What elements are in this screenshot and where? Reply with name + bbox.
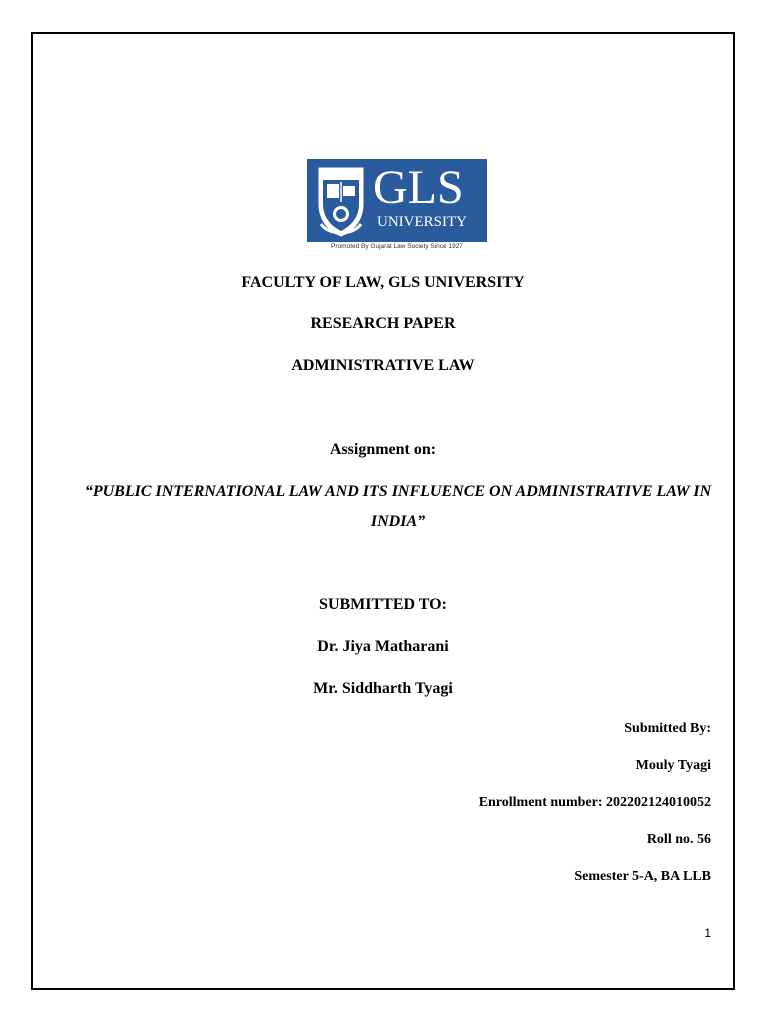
- enrollment-number: Enrollment number: 202202124010052: [478, 795, 711, 810]
- submitted-to-name-1: Dr. Jiya Matharani: [317, 638, 449, 655]
- logo-tagline: Promoted By Gujarat Law Society Since 1927: [307, 242, 487, 252]
- logo-name: GLS: [373, 161, 464, 214]
- assignment-title: “PUBLIC INTERNATIONAL LAW AND ITS INFLUENCE ON ADMINISTRATIVE LAW IN INDIA”: [84, 483, 712, 530]
- semester-info: Semester 5-A, BA LLB: [574, 869, 711, 884]
- faculty-heading: FACULTY OF LAW, GLS UNIVERSITY: [241, 274, 525, 291]
- submitted-by-label: Submitted By:: [624, 721, 711, 736]
- logo-main-area: [307, 159, 487, 242]
- submitted-to-name-2: Mr. Siddharth Tyagi: [313, 680, 453, 697]
- shield-emblem-icon: [315, 164, 367, 238]
- document-type: RESEARCH PAPER: [310, 315, 456, 332]
- subject-heading: ADMINISTRATIVE LAW: [291, 357, 475, 374]
- assignment-label: Assignment on:: [329, 441, 437, 458]
- page-number: 1: [704, 926, 711, 940]
- gls-university-logo: [307, 159, 487, 252]
- submitted-to-label: SUBMITTED TO:: [319, 596, 447, 613]
- logo-subtitle: UNIVERSITY: [377, 214, 467, 230]
- student-name: Mouly Tyagi: [635, 758, 711, 773]
- roll-number: Roll no. 56: [646, 832, 711, 847]
